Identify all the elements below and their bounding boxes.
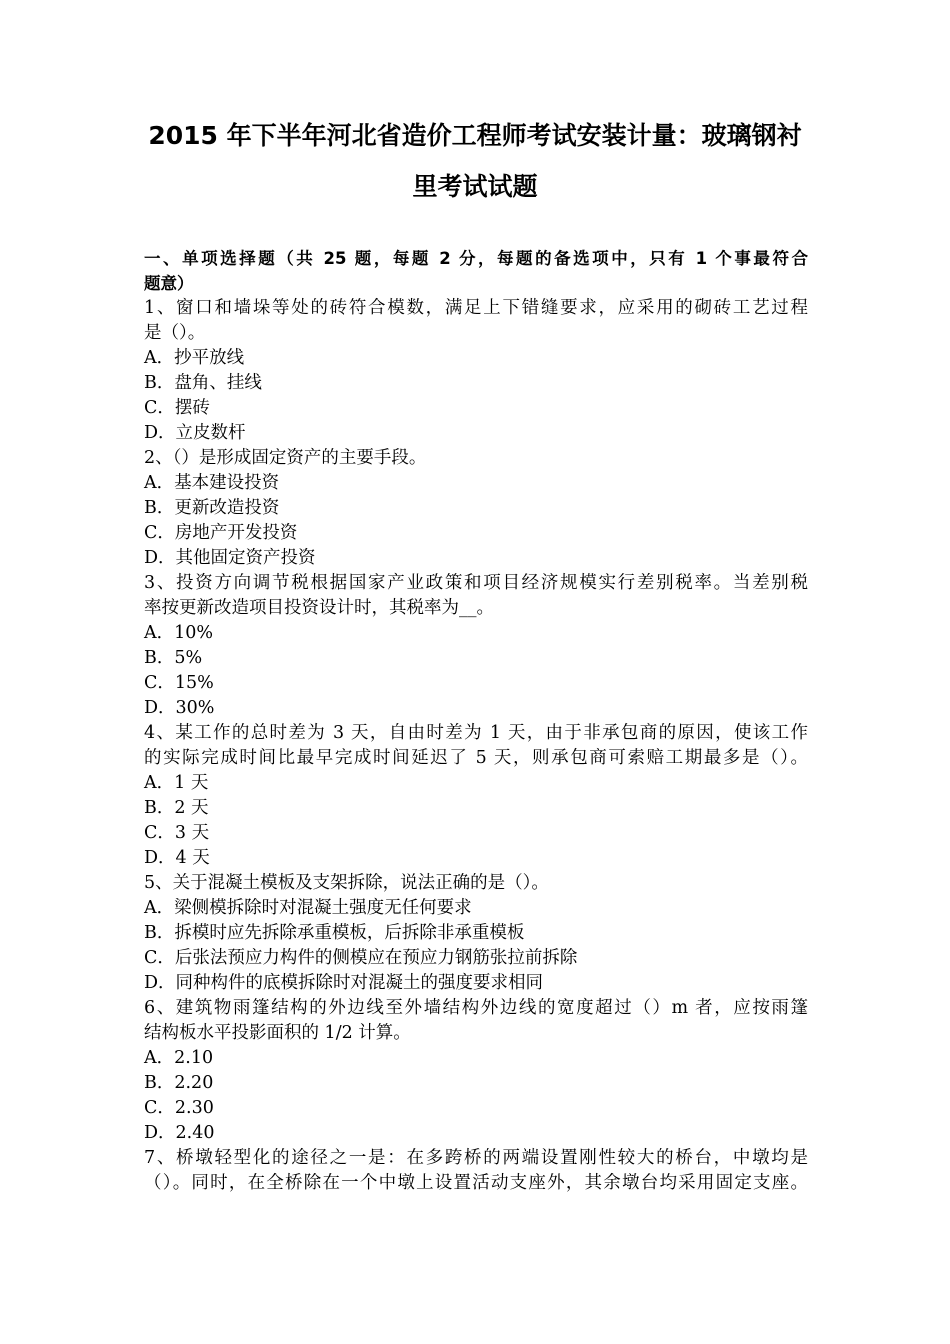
question-6-stem-line-2: 结构板水平投影面积的 1/2 计算。 xyxy=(144,1023,411,1043)
question-5-option-c: C．后张法预应力构件的侧模应在预应力钢筋张拉前拆除 xyxy=(144,948,578,968)
section-heading-line-2: 题意） xyxy=(144,274,194,293)
question-1-option-a: A．抄平放线 xyxy=(144,348,245,368)
question-4-option-a: A．1 天 xyxy=(144,773,209,793)
question-6-option-d: D．2.40 xyxy=(144,1123,215,1143)
question-6-option-c: C．2.30 xyxy=(144,1098,214,1118)
question-2-option-b: B．更新改造投资 xyxy=(144,498,280,518)
question-1-option-c: C．摆砖 xyxy=(144,398,210,418)
question-5-option-a: A．梁侧模拆除时对混凝土强度无任何要求 xyxy=(144,898,472,918)
question-4-stem-line-2: 的实际完成时间比最早完成时间延迟了 5 天，则承包商可索赔工期最多是（）。 xyxy=(144,748,808,768)
question-2-option-d: D．其他固定资产投资 xyxy=(144,548,316,568)
question-1-option-d: D．立皮数杆 xyxy=(144,423,246,443)
question-1-stem-line-1: 1、窗口和墙垛等处的砖符合模数，满足上下错缝要求，应采用的砌砖工艺过程 xyxy=(144,298,808,318)
question-4-option-d: D．4 天 xyxy=(144,848,210,868)
document-title-line-2: 里考试试题 xyxy=(412,172,538,201)
question-7-stem-line-2: （）。同时，在全桥除在一个中墩上设置活动支座外，其余墩台均采用固定支座。 xyxy=(144,1173,808,1193)
question-4-option-c: C．3 天 xyxy=(144,823,210,843)
question-2-option-c: C．房地产开发投资 xyxy=(144,523,298,543)
question-1-stem-line-2: 是（）。 xyxy=(144,323,206,343)
question-5-option-b: B．拆模时应先拆除承重模板，后拆除非承重模板 xyxy=(144,923,525,943)
question-3-option-b: B．5% xyxy=(144,648,203,668)
question-3-stem-line-2: 率按更新改造项目投资设计时，其税率为__。 xyxy=(144,598,494,618)
question-2-option-a: A．基本建设投资 xyxy=(144,473,280,493)
question-3-stem-line-1: 3、投资方向调节税根据国家产业政策和项目经济规模实行差别税率。当差别税 xyxy=(144,573,808,593)
question-3-option-c: C．15% xyxy=(144,673,214,693)
document-title-line-1: 2015 年下半年河北省造价工程师考试安装计量：玻璃钢衬 xyxy=(148,121,802,150)
question-6-stem-line-1: 6、建筑物雨篷结构的外边线至外墙结构外边线的宽度超过（）m 者，应按雨篷 xyxy=(144,998,808,1018)
question-6-option-a: A．2.10 xyxy=(144,1048,214,1068)
question-1-option-b: B．盘角、挂线 xyxy=(144,373,262,393)
question-3-option-a: A．10% xyxy=(144,623,214,643)
question-3-option-d: D．30% xyxy=(144,698,215,718)
question-2-stem-line-1: 2、（）是形成固定资产的主要手段。 xyxy=(144,448,427,468)
document-body xyxy=(144,246,808,1196)
question-5-option-d: D．同种构件的底模拆除时对混凝土的强度要求相同 xyxy=(144,973,544,993)
question-4-option-b: B．2 天 xyxy=(144,798,209,818)
question-4-stem-line-1: 4、某工作的总时差为 3 天，自由时差为 1 天，由于非承包商的原因，使该工作 xyxy=(144,723,808,743)
question-7-stem-line-1: 7、桥墩轻型化的途径之一是：在多跨桥的两端设置刚性较大的桥台，中墩均是 xyxy=(144,1148,808,1168)
section-heading-line-1: 一、单项选择题（共 25 题，每题 2 分，每题的备选项中，只有 1 个事最符合 xyxy=(144,249,808,268)
question-6-option-b: B．2.20 xyxy=(144,1073,214,1093)
question-5-stem-line-1: 5、关于混凝土模板及支架拆除，说法正确的是（）。 xyxy=(144,873,549,893)
